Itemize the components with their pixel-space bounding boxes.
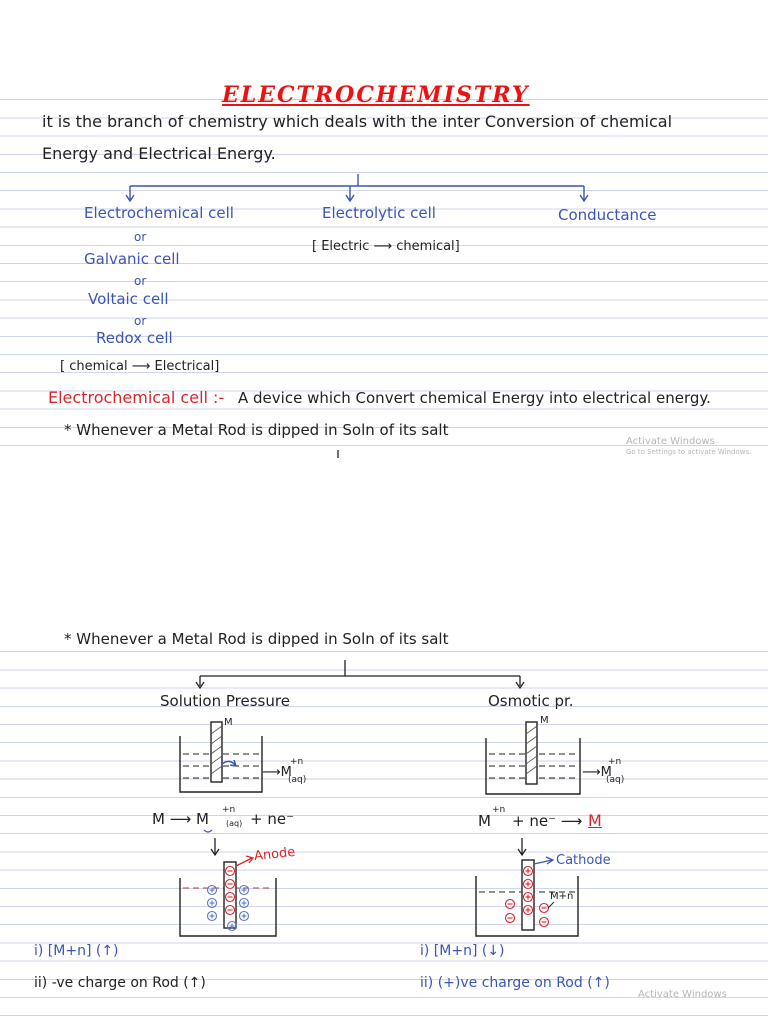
ion-charge: +n	[608, 757, 622, 767]
definition2-text: A device which Convert chemical Energy into electrical energy.	[238, 389, 711, 407]
reaction-state: (aq)	[226, 819, 243, 828]
branch-electrochemical-cell: Electrochemical cell	[84, 204, 234, 222]
right-point-1: i) [M+n] (↓)	[420, 943, 505, 959]
branch-galvanic-cell: Galvanic cell	[84, 250, 180, 268]
right-point-2: ii) (+)ve charge on Rod (↑)	[420, 975, 610, 991]
branch-conductance: Conductance	[558, 206, 657, 224]
reaction-charge: +n	[492, 805, 506, 815]
left-point-2: ii) -ve charge on Rod (↑)	[34, 975, 206, 991]
reduction-reaction: M	[478, 812, 491, 830]
notes-page-1	[0, 80, 768, 458]
definition-line-2: Energy and Electrical Energy.	[42, 144, 276, 163]
branch-voltaic-cell: Voltaic cell	[88, 290, 169, 308]
reaction-electrons: + ne⁻	[250, 810, 294, 828]
page2-drawings	[0, 626, 768, 1024]
arrow-icon	[126, 195, 588, 201]
electrolytic-conversion-note: [ Electric ⟶ chemical]	[312, 239, 460, 254]
ion-state: (aq)	[606, 775, 625, 785]
watermark-text: Activate Windows	[626, 436, 715, 447]
ion-charge: +n	[290, 757, 304, 767]
left-point-1: i) [M+n] (↑)	[34, 943, 119, 959]
reaction-electrons: + ne⁻ ⟶	[512, 812, 583, 830]
anode-label: Anode	[253, 844, 297, 865]
ion-label: ⟶M	[582, 765, 612, 780]
branch-electrolytic-cell: Electrolytic cell	[322, 204, 436, 222]
osmotic-pressure-heading: Osmotic pr.	[488, 692, 574, 710]
ion-label: ⟶M	[262, 765, 292, 780]
page-title: ELECTROCHEMISTRY	[222, 82, 530, 108]
reaction-charge: +n	[222, 805, 236, 815]
galvanic-conversion-note: [ chemical ⟶ Electrical]	[60, 359, 220, 374]
definition-line-1: it is the branch of chemistry which deals with the inter Conversion of chemical	[42, 112, 673, 131]
bullet-line: * Whenever a Metal Rod is dipped in Soln of its salt	[64, 630, 449, 648]
oxidation-reaction: M ⟶ M	[152, 810, 209, 828]
notes-page-2	[0, 626, 768, 1024]
solution-pressure-heading: Solution Pressure	[160, 692, 290, 710]
bullet-line: * Whenever a Metal Rod is dipped in Soln of its salt	[64, 421, 449, 439]
watermark-subtext: Go to Settings to activate Windows.	[626, 448, 752, 456]
or-label: or	[134, 274, 147, 288]
definition2-label: Electrochemical cell :-	[48, 388, 225, 407]
or-label: or	[134, 230, 147, 244]
rod-label: M	[224, 717, 233, 728]
watermark-text: Activate Windows	[638, 989, 727, 1000]
ion-tag: M+n	[550, 891, 574, 902]
reaction-product: M	[588, 811, 602, 830]
cathode-label: Cathode	[556, 853, 611, 868]
ion-state: (aq)	[288, 775, 307, 785]
or-label: or	[134, 314, 147, 328]
rod-label: M	[540, 715, 549, 726]
branch-redox-cell: Redox cell	[96, 329, 173, 347]
